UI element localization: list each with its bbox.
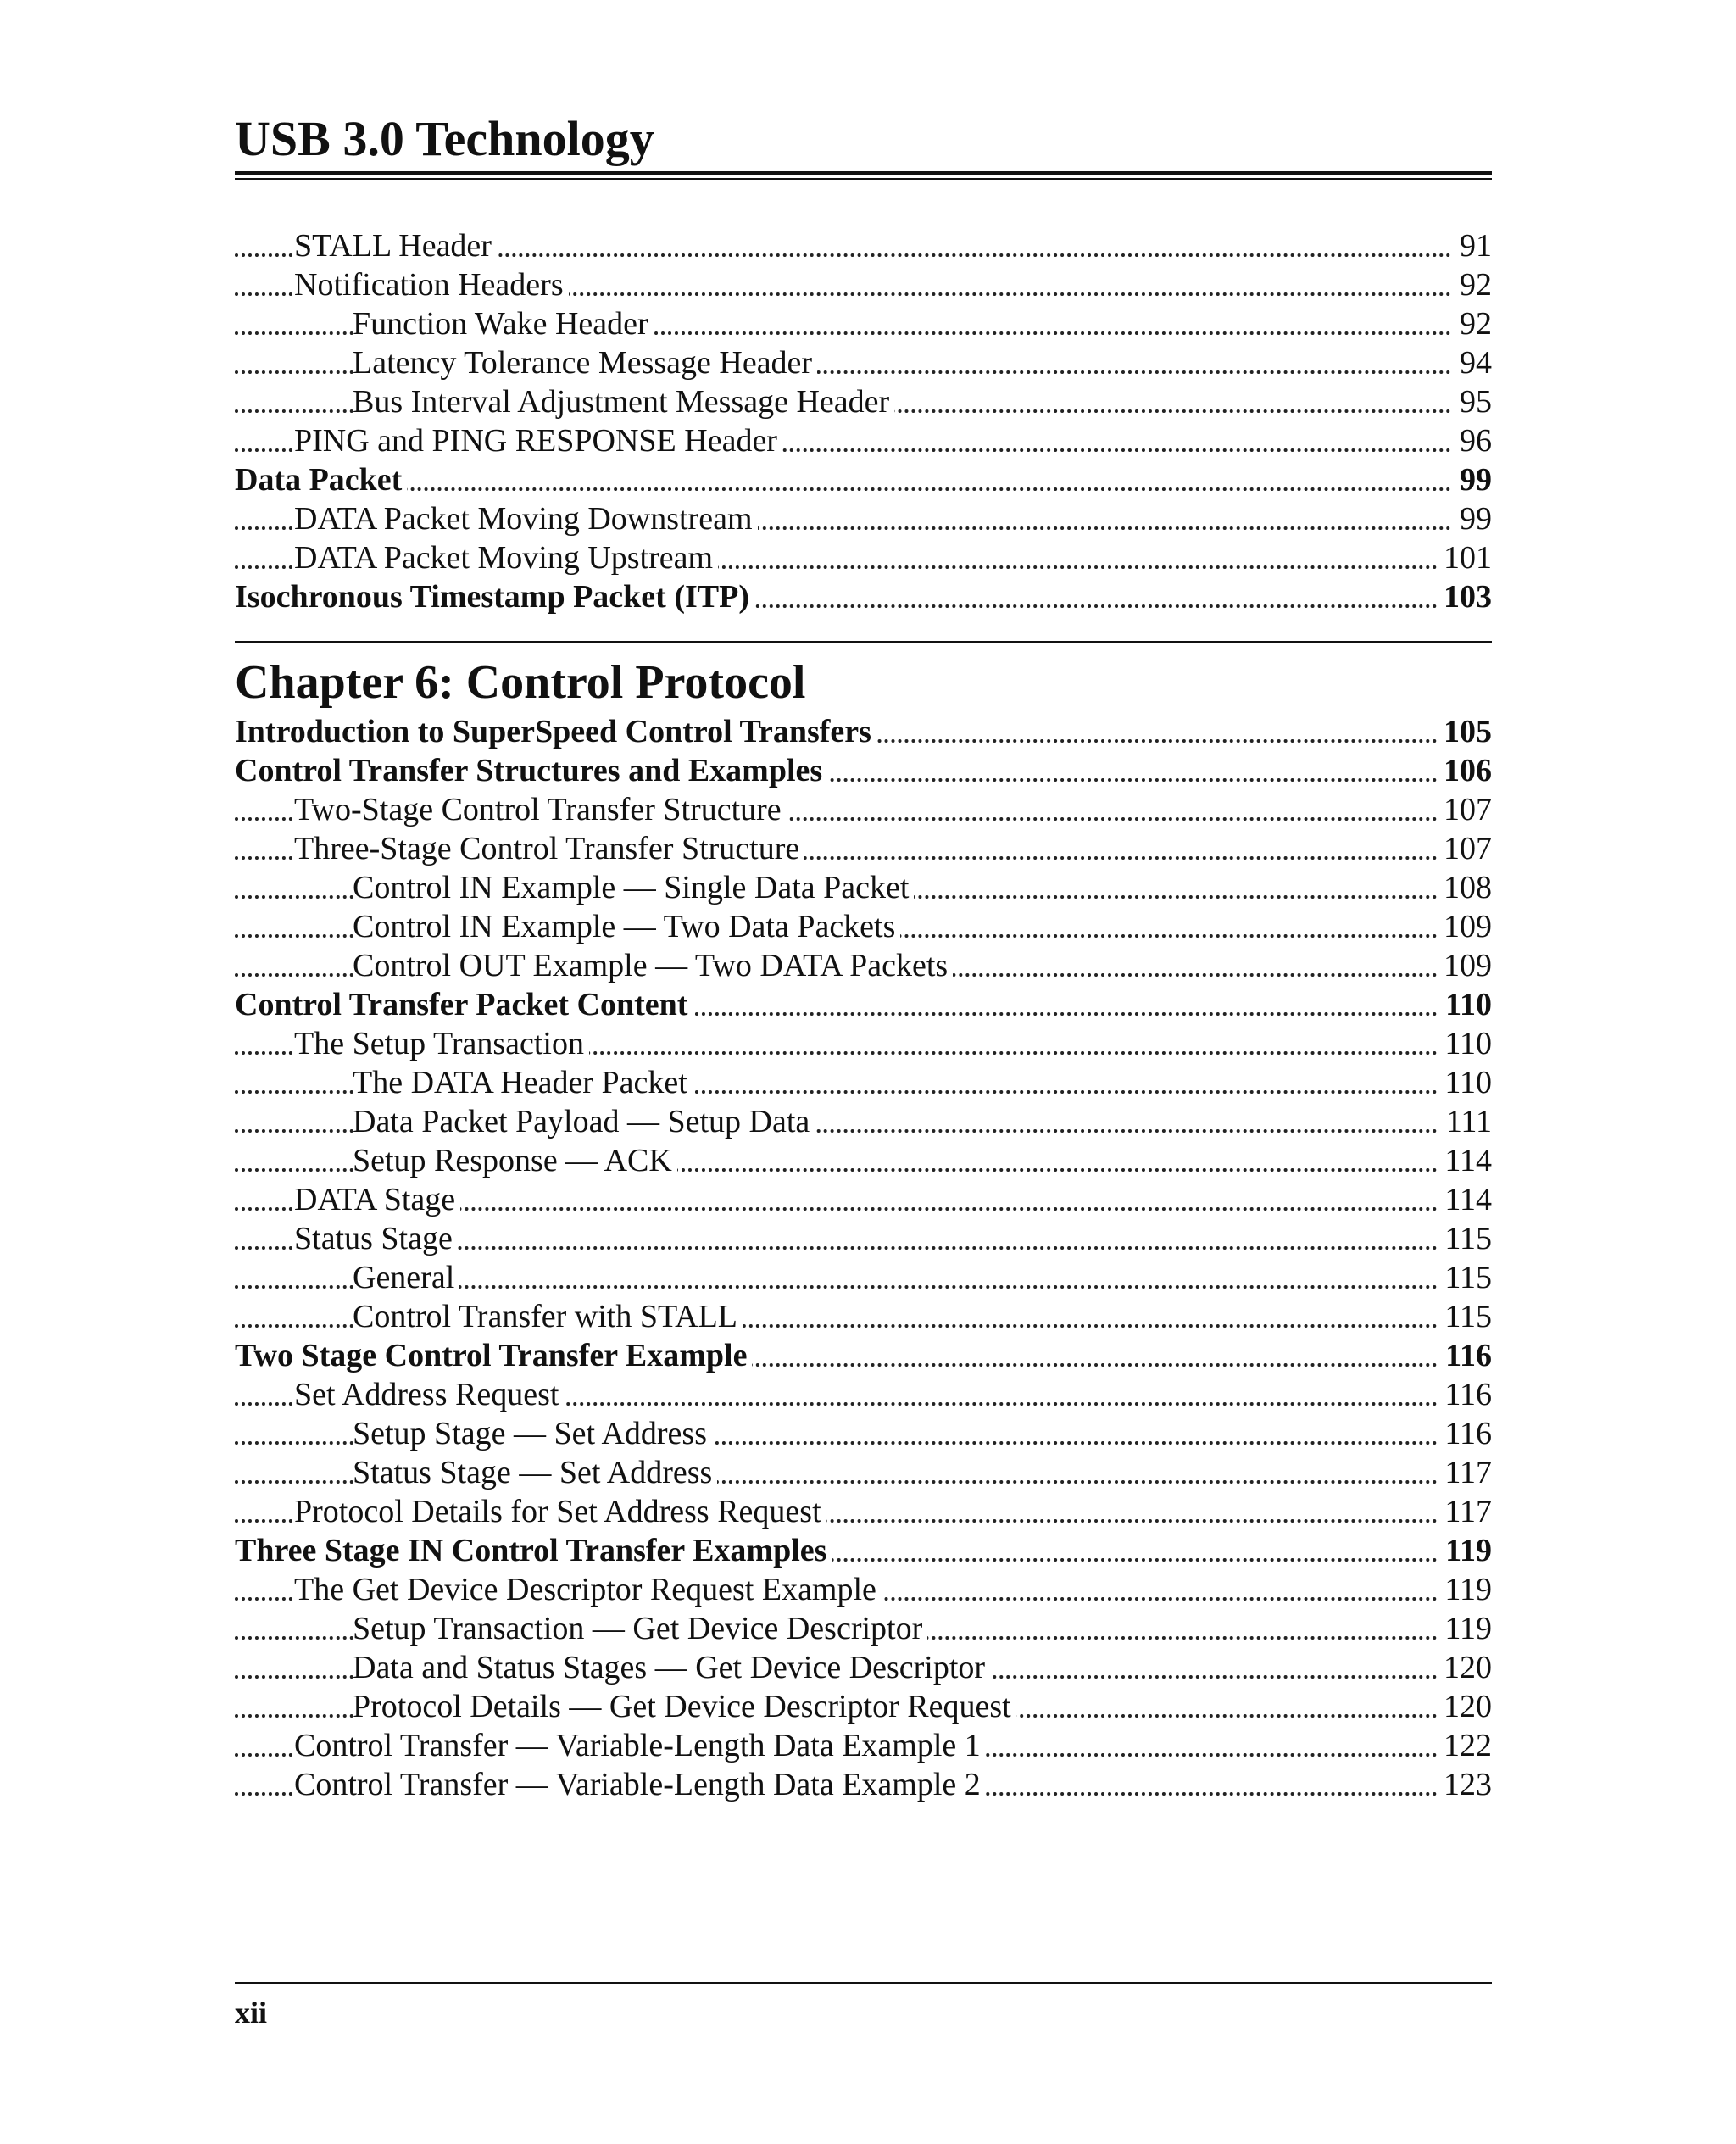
toc-entry-page: 96	[1453, 421, 1492, 460]
toc-entry-page: 92	[1453, 304, 1492, 343]
toc-entry-title: Bus Interval Adjustment Message Header	[353, 384, 894, 420]
toc-entry-title: Notification Headers	[294, 267, 569, 303]
toc-entry-page: 109	[1437, 907, 1492, 946]
toc-entry[interactable]	[235, 226, 1492, 265]
toc-entry[interactable]	[235, 499, 1492, 538]
toc-entry[interactable]	[235, 1531, 1492, 1570]
toc-entry[interactable]	[235, 946, 1492, 985]
toc-entry-page: 110	[1438, 1024, 1492, 1063]
page-number: xii	[235, 1996, 268, 2030]
toc-entry-page: 105	[1437, 712, 1492, 751]
toc-entry-page: 120	[1437, 1687, 1492, 1726]
toc-entry-title: Control Transfer with STALL	[353, 1299, 743, 1334]
toc-entry-title: Control Transfer Structures and Examples	[235, 753, 827, 788]
toc-entry[interactable]	[235, 1336, 1492, 1375]
toc-entry[interactable]	[235, 712, 1492, 751]
toc-entry-title: Control Transfer — Variable-Length Data Example 1	[294, 1728, 986, 1763]
toc-entry-page: 110	[1438, 1063, 1492, 1102]
toc-entry[interactable]	[235, 343, 1492, 382]
toc-entry[interactable]	[235, 1141, 1492, 1180]
toc-entry[interactable]	[235, 1024, 1492, 1063]
toc-entry-page: 107	[1437, 829, 1492, 868]
toc-entry-title: Function Wake Header	[353, 306, 654, 342]
toc-entry[interactable]	[235, 751, 1492, 790]
toc-entry-page: 119	[1438, 1609, 1492, 1648]
toc-entry[interactable]	[235, 460, 1492, 499]
toc-entry-title: Control Transfer — Variable-Length Data Example 2	[294, 1767, 986, 1802]
toc-entry[interactable]	[235, 1570, 1492, 1609]
toc-entry-title: Data Packet	[235, 462, 407, 498]
toc-entry-title: Data and Status Stages — Get Device Descriptor	[353, 1650, 990, 1685]
toc-entry-page: 119	[1438, 1570, 1492, 1609]
header-double-rule	[235, 171, 1492, 180]
toc-entry-title: STALL Header	[294, 228, 497, 264]
toc-entry-title: Two-Stage Control Transfer Structure	[294, 792, 787, 827]
toc-entry-title: Control Transfer Packet Content	[235, 987, 693, 1022]
toc-entry-title: Status Stage — Set Address	[353, 1455, 717, 1490]
toc-entry[interactable]	[235, 1453, 1492, 1492]
toc-entry[interactable]	[235, 265, 1492, 304]
toc-entry-title: The DATA Header Packet	[353, 1065, 693, 1100]
page-header	[235, 110, 1492, 180]
toc-entry-page: 103	[1437, 577, 1492, 616]
toc-entry-page: 101	[1437, 538, 1492, 577]
toc-entry-page: 117	[1438, 1492, 1492, 1531]
toc-list-chapter-6	[235, 712, 1492, 1804]
toc-entry[interactable]	[235, 1063, 1492, 1102]
toc-entry-page: 107	[1437, 790, 1492, 829]
toc-entry-title: Three Stage IN Control Transfer Examples	[235, 1533, 832, 1568]
toc-entry-title: General	[353, 1260, 459, 1295]
toc-entry-title: The Setup Transaction	[294, 1026, 589, 1061]
toc-entry-title: Introduction to SuperSpeed Control Transfers	[235, 714, 876, 749]
toc-entry-page: 95	[1453, 382, 1492, 421]
toc-entry-title: Latency Tolerance Message Header	[353, 345, 817, 381]
toc-entry[interactable]	[235, 1648, 1492, 1687]
toc-entry-page: 109	[1437, 946, 1492, 985]
toc-entry[interactable]	[235, 1219, 1492, 1258]
toc-entry-page: 114	[1438, 1141, 1492, 1180]
toc-entry-title: Two Stage Control Transfer Example	[235, 1338, 752, 1373]
toc-entry[interactable]	[235, 304, 1492, 343]
toc-entry-page: 110	[1438, 985, 1492, 1024]
toc-entry-title: Control IN Example — Single Data Packet	[353, 870, 914, 905]
toc-entry-title: Protocol Details for Set Address Request	[294, 1494, 826, 1529]
toc-list-continued	[235, 226, 1492, 616]
toc-entry-page: 122	[1437, 1726, 1492, 1765]
toc-entry-page: 99	[1453, 499, 1492, 538]
section-divider	[235, 641, 1492, 643]
toc-entry[interactable]	[235, 577, 1492, 616]
footer-rule	[235, 1982, 1492, 1984]
toc-entry[interactable]	[235, 1726, 1492, 1765]
toc-entry[interactable]	[235, 868, 1492, 907]
toc-entry[interactable]	[235, 1765, 1492, 1804]
toc-entry-title: Status Stage	[294, 1221, 458, 1256]
toc-entry[interactable]	[235, 985, 1492, 1024]
toc-entry-page: 115	[1438, 1297, 1492, 1336]
toc-entry-title: Protocol Details — Get Device Descriptor Request	[353, 1689, 1016, 1724]
toc-entry-title: DATA Stage	[294, 1182, 460, 1217]
toc-entry-title: Control IN Example — Two Data Packets	[353, 909, 900, 944]
toc-entry-page: 115	[1438, 1219, 1492, 1258]
toc-entry-title: PING and PING RESPONSE Header	[294, 423, 782, 459]
toc-entry[interactable]	[235, 1258, 1492, 1297]
toc-entry[interactable]	[235, 1180, 1492, 1219]
toc-entry-page: 120	[1437, 1648, 1492, 1687]
toc-entry-title: Data Packet Payload — Setup Data	[353, 1104, 815, 1139]
toc-entry-page: 94	[1453, 343, 1492, 382]
toc-entry-title: Setup Transaction — Get Device Descriptor	[353, 1611, 927, 1646]
toc-entry-page: 99	[1453, 460, 1492, 499]
toc-entry[interactable]	[235, 1492, 1492, 1531]
toc-entry-title: DATA Packet Moving Upstream	[294, 540, 718, 576]
toc-entry-page: 119	[1438, 1531, 1492, 1570]
toc-entry-page: 114	[1438, 1180, 1492, 1219]
chapter-title: Chapter 6: Control Protocol	[235, 656, 806, 709]
dot-leader	[235, 487, 1492, 491]
toc-entry-page: 92	[1453, 265, 1492, 304]
toc-entry[interactable]	[235, 538, 1492, 577]
toc-entry-title: Isochronous Timestamp Packet (ITP)	[235, 579, 754, 615]
toc-entry-page: 123	[1437, 1765, 1492, 1804]
toc-entry-page: 108	[1437, 868, 1492, 907]
toc-entry-title: Setup Stage — Set Address	[353, 1416, 712, 1451]
toc-entry-page: 111	[1439, 1102, 1492, 1141]
toc-entry-title: The Get Device Descriptor Request Example	[294, 1572, 882, 1607]
toc-entry-title: Setup Response — ACK	[353, 1143, 677, 1178]
toc-entry[interactable]	[235, 1102, 1492, 1141]
toc-entry[interactable]	[235, 1609, 1492, 1648]
toc-entry-page: 116	[1438, 1336, 1492, 1375]
toc-entry-page: 116	[1438, 1375, 1492, 1414]
toc-entry-title: Control OUT Example — Two DATA Packets	[353, 948, 953, 983]
toc-entry[interactable]	[235, 1375, 1492, 1414]
toc-entry[interactable]	[235, 382, 1492, 421]
toc-entry[interactable]	[235, 790, 1492, 829]
toc-entry-page: 115	[1438, 1258, 1492, 1297]
toc-entry-title: Three-Stage Control Transfer Structure	[294, 831, 804, 866]
toc-entry[interactable]	[235, 1687, 1492, 1726]
toc-entry-title: DATA Packet Moving Downstream	[294, 501, 758, 537]
toc-entry-title: Set Address Request	[294, 1377, 564, 1412]
toc-entry-page: 106	[1437, 751, 1492, 790]
toc-entry[interactable]	[235, 907, 1492, 946]
toc-entry[interactable]	[235, 421, 1492, 460]
toc-entry-page: 116	[1438, 1414, 1492, 1453]
toc-entry[interactable]	[235, 829, 1492, 868]
book-title: USB 3.0 Technology	[235, 111, 654, 166]
toc-entry-page: 91	[1453, 226, 1492, 265]
toc-entry-page: 117	[1438, 1453, 1492, 1492]
toc-entry[interactable]	[235, 1297, 1492, 1336]
toc-entry[interactable]	[235, 1414, 1492, 1453]
